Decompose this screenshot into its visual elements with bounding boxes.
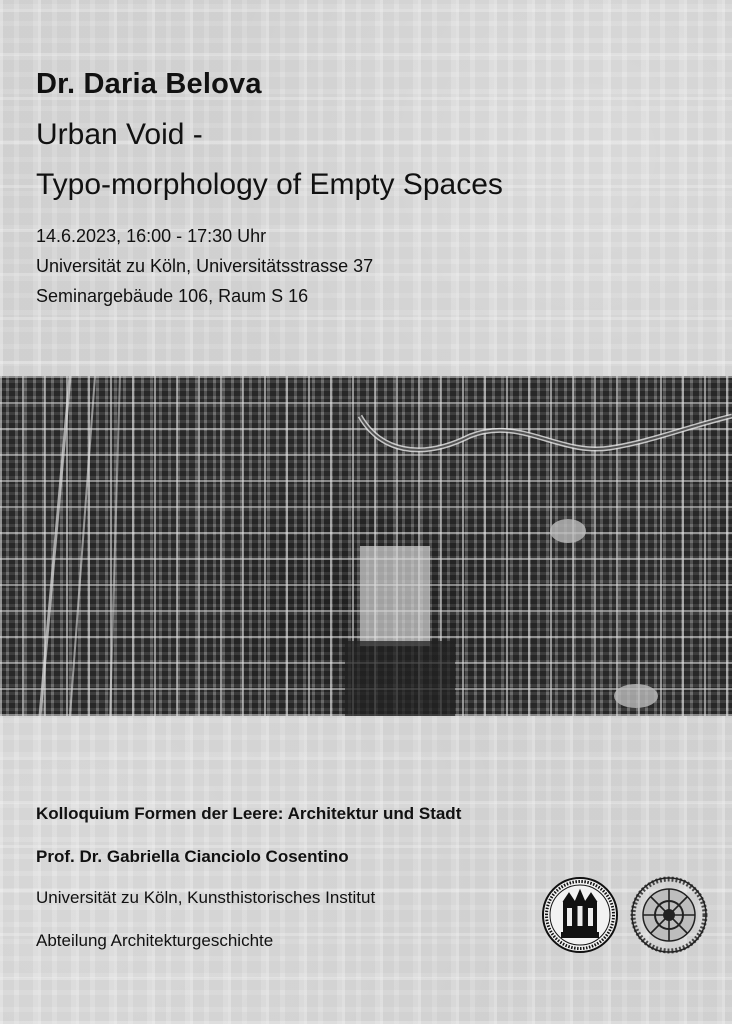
speaker-name: Dr. Daria Belova	[36, 68, 262, 100]
department-name: Abteilung Architekturgeschichte	[36, 931, 274, 950]
event-address: Universität zu Köln, Universitätsstrasse 37	[36, 256, 374, 276]
talk-title-line1: Urban Void -	[36, 118, 203, 151]
institute-seal-icon	[630, 876, 708, 954]
event-date-time: 14.6.2023, 16:00 - 17:30 Uhr	[36, 226, 267, 246]
organizer-name: Prof. Dr. Gabriella Cianciolo Cosentino	[36, 847, 349, 866]
university-seal-icon	[541, 876, 619, 954]
talk-title-line2: Typo-morphology of Empty Spaces	[36, 168, 503, 201]
aerial-photo-strip	[0, 376, 732, 716]
institute-name: Universität zu Köln, Kunsthistorisches Institut	[36, 888, 376, 907]
colloquium-series: Kolloquium Formen der Leere: Architektur und Stadt	[36, 804, 462, 823]
event-room: Seminargebäude 106, Raum S 16	[36, 286, 309, 306]
